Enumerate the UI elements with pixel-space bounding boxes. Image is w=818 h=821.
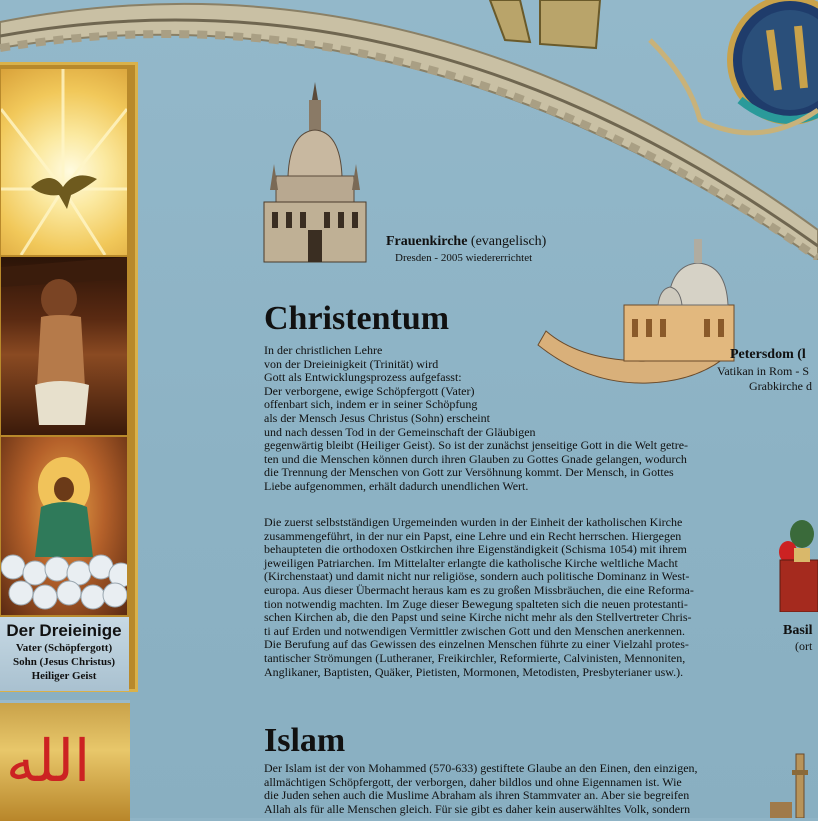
medallion xyxy=(730,0,818,122)
text-line: jeweiligen Patriarchen. Im Mittelalter erlangte die katholische Kirche weltliche Macht xyxy=(264,555,678,570)
basilius-cathedral-image xyxy=(776,512,818,612)
text-line: In der christlichen Lehre xyxy=(264,343,383,357)
text-line: ti auf Erden und notwendigen Vermittler zwischen Gott und den Menschen anerkennen. xyxy=(264,623,685,638)
text-line: europa. Aus dieser Übermacht heraus kam es zu großen Missbräuchen, die eine Reforma- xyxy=(264,582,694,597)
text-line: zusammengeführt, in der nur ein Papst, eine Lehre und ein Recht herrschen. Hiergegen xyxy=(264,528,682,543)
text-line: von der Dreieinigkeit (Trinität) wird xyxy=(264,356,439,371)
god-father-image xyxy=(1,437,127,615)
text-line: behaupteten die orthodoxen Ostkirchen ihre Eigenständigkeit (Schisma 1054) mit ihrem xyxy=(264,542,687,557)
basilius-name: Basil xyxy=(783,623,813,638)
petersdom-location: Vatikan in Rom - S xyxy=(717,364,809,378)
text-line: Liebe aufgenommen, erhält dadurch unendlichen Wert. xyxy=(264,478,529,493)
islam-paragraph-1 xyxy=(264,762,724,816)
frauenkirche-name: Frauenkirche xyxy=(386,234,468,249)
text-line: Allah als für alle Menschen gleich. Für sie gibt es daher kein auserwähltes Volk, sondern xyxy=(264,801,691,816)
frauenkirche-image xyxy=(262,80,368,266)
text-line: die Trennung der Menschen von Gott zur Versöhnung kommt. Der Mensch, in Gottes xyxy=(264,465,674,480)
text-line: Die Berufung auf das Gewissen des einzelnen Menschen führte zu einer Vielzahl protes- xyxy=(264,637,689,652)
text-line: allmächtigen Schöpfergott, der verborgen, daher bildlos und ohne Eigennamen ist. Wie xyxy=(264,774,682,789)
trinity-line-son: Sohn (Jesus Christus) xyxy=(12,656,116,668)
petersdom-description: Grabkirche d xyxy=(749,379,812,393)
trinity-caption xyxy=(0,617,129,691)
minaret-image xyxy=(770,752,818,818)
text-line: (Kirchenstaat) und damit nicht nur religiöse, sondern auch politische Dominanz in West- xyxy=(264,569,690,584)
petersdom-name: Petersdom (l xyxy=(730,347,806,362)
text-line: gegenwärtig bleibt (Heiliger Geist). So ist der zunächst jenseitige Gott in die Welt getre- xyxy=(264,438,689,453)
trinity-panel xyxy=(0,62,138,692)
basilius-denomination: (ort xyxy=(795,639,813,653)
text-line: schen Kirchen ab, die den Papst und seine Kirche nicht mehr als den Stellvertreter Chris- xyxy=(264,610,692,625)
text-line: Die zuerst selbstständigen Urgemeinden wurden in der Einheit der katholischen Kirche xyxy=(264,515,683,529)
trinity-line-father: Vater (Schöpfergott) xyxy=(15,642,113,654)
frauenkirche-subtitle: Dresden - 2005 wiedererrichtet xyxy=(395,252,533,264)
text-line: die Juden sehen auch die Muslime Abraham als ihren Stammvater an. Aber sie begreifen xyxy=(264,788,690,803)
trinity-title: Der Dreieinige xyxy=(6,621,122,640)
christentum-paragraph-2 xyxy=(264,516,724,679)
arch-lettering xyxy=(490,0,600,48)
text-line: tion notwendig machten. Im Zuge dieser Bewegung spalteten sich die neuen protestanti- xyxy=(264,596,688,611)
text-line: und nach dessen Tod in der Gemeinschaft der Gläubigen xyxy=(264,424,536,439)
text-line: offenbart sich, indem er in seiner Schöpfung xyxy=(264,397,478,412)
text-line: tantischer Strömungen (Lutheraner, Freikirchler, Reformierte, Calvinisten, Mennoniten, xyxy=(264,650,686,665)
frauenkirche-label xyxy=(386,234,546,250)
allah-calligraphy: الله xyxy=(6,727,91,795)
christentum-heading: Christentum xyxy=(264,300,450,337)
text-line: Der Islam ist der von Mohammed (570-633) gestiftete Glaube an den Einen, den einzigen, xyxy=(264,761,698,775)
text-line: als der Mensch Jesus Christus (Sohn) erscheint xyxy=(264,410,490,425)
allah-calligraphy-panel xyxy=(0,700,130,821)
text-line: Gott als Entwicklungsprozess aufgefasst: xyxy=(264,370,462,385)
crucifixion-image xyxy=(1,257,127,435)
text-line: ten und die Menschen können durch ihren Glauben zu Gottes Gnade gelangen, wodurch xyxy=(264,451,687,466)
christentum-paragraph-1 xyxy=(264,344,724,494)
holy-spirit-dove-image xyxy=(1,69,127,255)
text-line: Anglikaner, Baptisten, Quäker, Pietisten, Mormonen, Metodisten, Presbyterianer usw.). xyxy=(264,664,684,679)
trinity-line-spirit: Heiliger Geist xyxy=(31,670,97,682)
frauenkirche-denomination: (evangelisch) xyxy=(470,234,547,249)
text-line: Der verborgene, ewige Schöpfergott (Vater) xyxy=(264,383,475,398)
islam-heading: Islam xyxy=(264,722,346,759)
